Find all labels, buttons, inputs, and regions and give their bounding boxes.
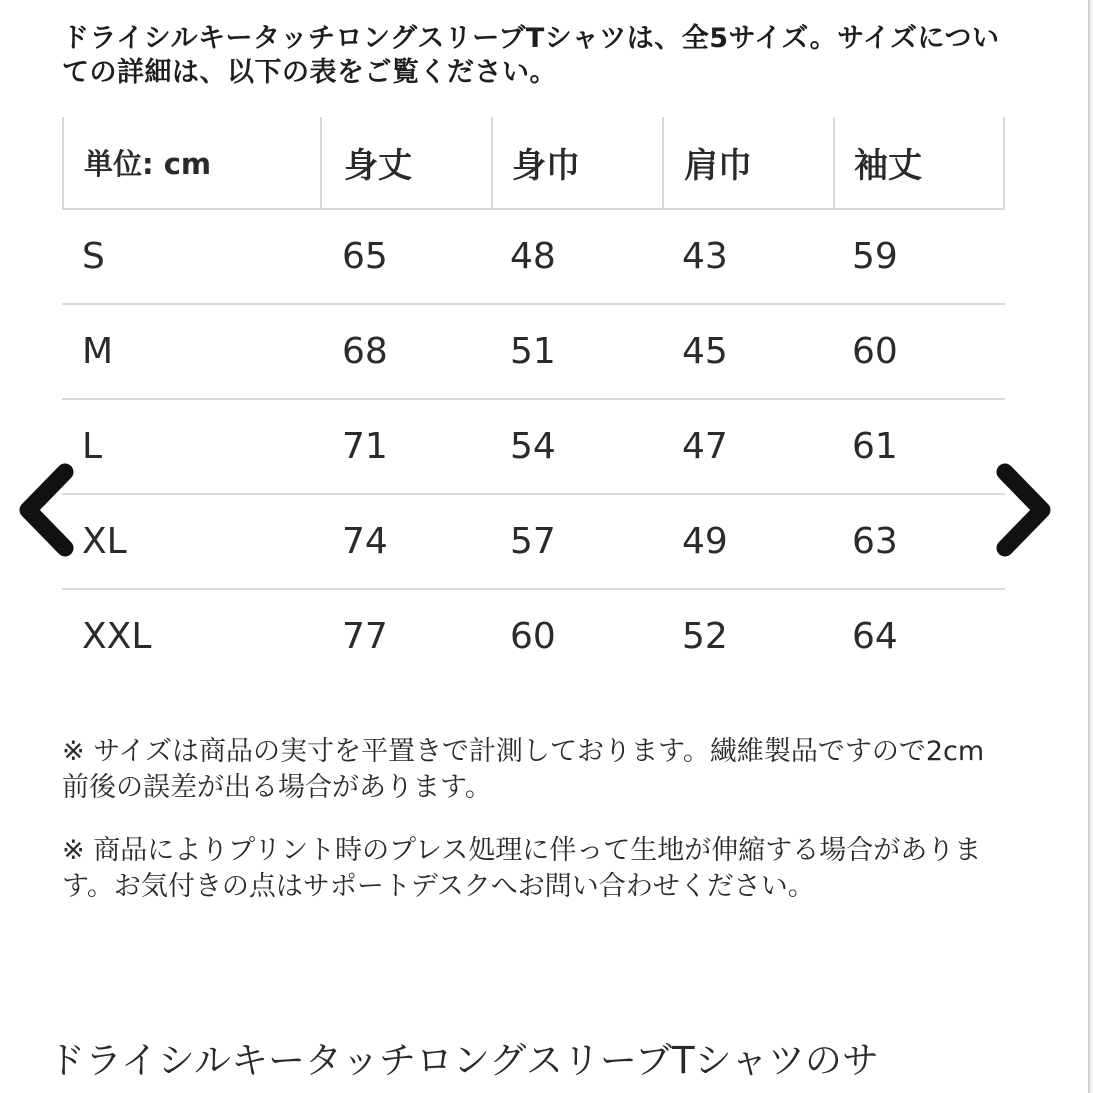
previous-image-button[interactable]	[10, 460, 80, 560]
size-label: M	[82, 331, 114, 372]
header-body-length: 身丈	[344, 146, 412, 186]
section-title: ドライシルキータッチロングスリーブTシャツのサ	[48, 1039, 879, 1082]
size-table	[62, 117, 1005, 683]
sleeve-length-value: 59	[852, 236, 898, 277]
shoulder-width-value: 43	[682, 236, 728, 277]
sleeve-length-value: 64	[852, 616, 898, 657]
next-image-button[interactable]	[990, 460, 1060, 560]
shoulder-width-value: 49	[682, 521, 728, 562]
size-label: S	[82, 236, 105, 277]
table-row	[62, 210, 1005, 305]
table-header-row	[62, 117, 1005, 210]
header-divider	[833, 117, 835, 208]
print-shrink-note: ※ 商品によりプリント時のプレス処理に伴って生地が伸縮する場合があります。お気付きの点はサポートデスクへお問い合わせください。	[62, 835, 982, 902]
body-length-value: 68	[342, 331, 388, 372]
chevron-right-icon	[990, 460, 1060, 560]
header-body-width: 身巾	[512, 146, 580, 186]
header-shoulder-width: 肩巾	[684, 146, 752, 186]
header-divider	[491, 117, 493, 208]
header-divider	[662, 117, 664, 208]
header-unit: 単位: cm	[84, 147, 212, 181]
body-width-value: 57	[510, 521, 556, 562]
shoulder-width-value: 45	[682, 331, 728, 372]
body-length-value: 77	[342, 616, 388, 657]
size-label: XXL	[82, 616, 152, 657]
table-row	[62, 590, 1005, 683]
sleeve-length-value: 61	[852, 426, 898, 467]
size-label: L	[82, 426, 103, 467]
body-length-value: 65	[342, 236, 388, 277]
shoulder-width-value: 52	[682, 616, 728, 657]
measurement-note: ※ サイズは商品の実寸を平置きで計測しております。繊維製品ですので2cm前後の誤差が出る場合があります。	[62, 736, 985, 803]
table-row	[62, 400, 1005, 495]
header-sleeve-length: 袖丈	[854, 146, 922, 186]
body-length-value: 74	[342, 521, 388, 562]
body-length-value: 71	[342, 426, 388, 467]
size-label: XL	[82, 521, 127, 562]
table-row	[62, 495, 1005, 590]
body-width-value: 60	[510, 616, 556, 657]
chevron-left-icon	[10, 460, 80, 560]
body-width-value: 51	[510, 331, 556, 372]
shoulder-width-value: 47	[682, 426, 728, 467]
body-width-value: 54	[510, 426, 556, 467]
header-divider	[320, 117, 322, 208]
intro-text: ドライシルキータッチロングスリーブTシャツは、全5サイズ。サイズについての詳細は、以下の表をご覧ください。	[62, 23, 1000, 88]
table-row	[62, 305, 1005, 400]
sleeve-length-value: 60	[852, 331, 898, 372]
body-width-value: 48	[510, 236, 556, 277]
sleeve-length-value: 63	[852, 521, 898, 562]
